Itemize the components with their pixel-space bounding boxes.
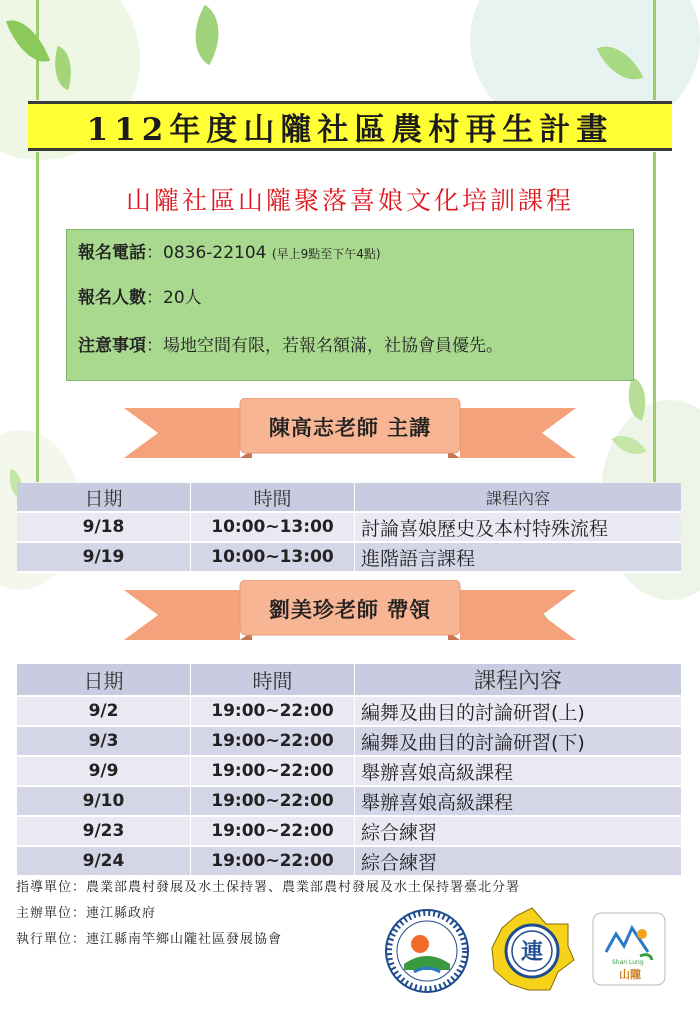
seal-logo-icon: [384, 908, 470, 994]
row-content: 進階語言課程: [355, 542, 682, 572]
table-row: [17, 512, 681, 542]
phone-note: (早上9點至下午4點): [271, 247, 381, 261]
notice-value: ：場地空間有限，若報名額滿，社協會員優先。: [146, 336, 503, 356]
table-row: [17, 696, 681, 726]
schedule-table-1: [17, 483, 681, 573]
row-content: 綜合練習: [355, 816, 682, 846]
row-time: 10:00~13:00: [191, 512, 355, 542]
header-date: 日期: [17, 483, 191, 512]
registration-info-box: [66, 229, 634, 381]
header-time: 時間: [191, 483, 355, 512]
ribbon-instructor-2: [0, 580, 700, 650]
row-date: 9/2: [17, 696, 191, 726]
table-row: [17, 756, 681, 786]
table-header-row: [17, 483, 681, 512]
phone-value: ：0836-22104: [146, 243, 267, 263]
row-content: 編舞及曲目的討論研習(上): [355, 696, 682, 726]
header-time: 時間: [191, 664, 355, 696]
row-content: 討論喜娘歷史及本村特殊流程: [355, 512, 682, 542]
table-row: [17, 726, 681, 756]
title-banner: [28, 101, 672, 151]
row-content: 舉辦喜娘高級課程: [355, 786, 682, 816]
footer-exec-unit: 執行單位：連江縣南竿鄉山隴社區發展協會: [16, 932, 283, 947]
notice-label: 注意事項: [78, 336, 146, 356]
footer-host-unit: 主辦單位：連江縣政府: [16, 906, 157, 921]
row-content: 編舞及曲目的討論研習(下): [355, 726, 682, 756]
logo-en-text: Shan Lung: [612, 959, 644, 966]
row-time: 19:00~22:00: [191, 786, 355, 816]
table-row: [17, 846, 681, 876]
page-title: 112年度山隴社區農村再生計畫: [86, 111, 614, 148]
notice-row: [78, 331, 503, 356]
row-time: 19:00~22:00: [191, 756, 355, 786]
row-time: 10:00~13:00: [191, 542, 355, 572]
phone-row: [78, 238, 381, 263]
row-date: 9/23: [17, 816, 191, 846]
ribbon-label-1: 陳高志老師 主講: [268, 415, 432, 440]
row-date: 9/18: [17, 512, 191, 542]
county-emblem-icon: [488, 906, 576, 994]
row-time: 19:00~22:00: [191, 846, 355, 876]
count-label: 報名人數: [78, 288, 146, 308]
emblem-char: 連: [520, 939, 544, 965]
row-time: 19:00~22:00: [191, 726, 355, 756]
footer-guide-unit: 指導單位：農業部農村發展及水土保持署、農業部農村發展及水土保持署臺北分署: [16, 880, 521, 895]
row-time: 19:00~22:00: [191, 816, 355, 846]
table-row: [17, 542, 681, 572]
row-date: 9/10: [17, 786, 191, 816]
table-row: [17, 786, 681, 816]
row-content: 綜合練習: [355, 846, 682, 876]
header-content: 課程內容: [355, 664, 682, 696]
row-date: 9/9: [17, 756, 191, 786]
shanlung-community-logo-icon: [592, 912, 666, 986]
page-subtitle: 山隴社區山隴聚落喜娘文化培訓課程: [125, 186, 574, 215]
ribbon-label-2: 劉美珍老師 帶領: [268, 597, 432, 622]
header-date: 日期: [17, 664, 191, 696]
row-date: 9/19: [17, 542, 191, 572]
table-header-row: [17, 664, 681, 696]
row-date: 9/24: [17, 846, 191, 876]
row-date: 9/3: [17, 726, 191, 756]
ribbon-instructor-1: [0, 398, 700, 468]
header-content: 課程內容: [355, 483, 682, 512]
count-value: ：20人: [146, 288, 202, 308]
schedule-table-2: [17, 664, 681, 877]
row-content: 舉辦喜娘高級課程: [355, 756, 682, 786]
table-row: [17, 816, 681, 846]
phone-label: 報名電話: [78, 243, 146, 263]
count-row: [78, 283, 202, 308]
row-time: 19:00~22:00: [191, 696, 355, 726]
logo-cn-text: 山隴: [619, 968, 641, 981]
